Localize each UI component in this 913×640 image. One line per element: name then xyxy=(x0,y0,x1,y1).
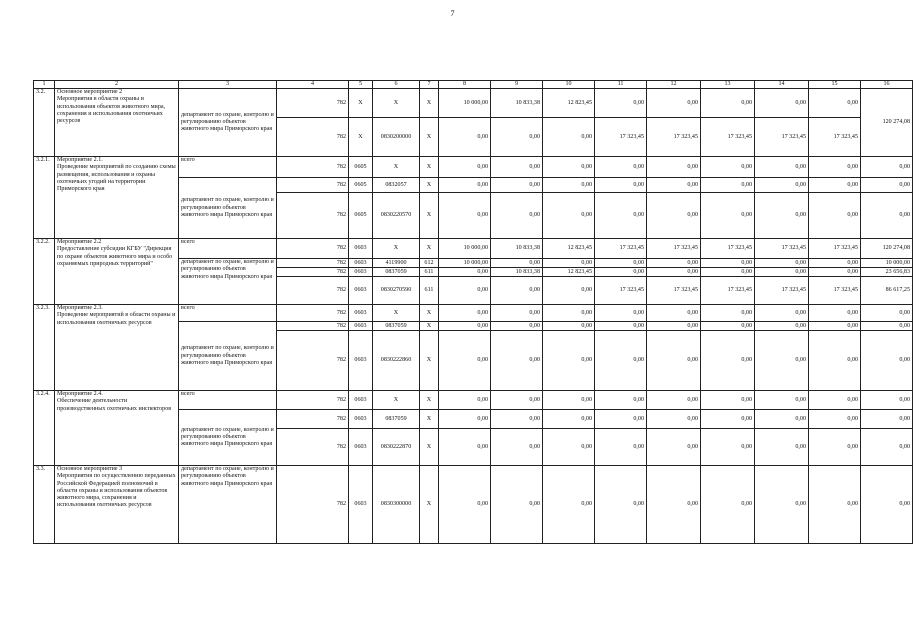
row-number: 3.3. xyxy=(34,466,55,544)
cell-value: 0,00 xyxy=(491,322,543,331)
activity-name: Мероприятие 2.1. Проведение мероприятий по созданию схемы размещения, использования и охраны охотничьих угодий на территории Приморского края xyxy=(55,157,179,239)
cell-value: 0,00 xyxy=(701,322,755,331)
cell-value: 0,00 xyxy=(647,322,701,331)
cell-rzpr: 0603 xyxy=(349,391,373,410)
cell-grbs: 782 xyxy=(277,239,349,259)
cell-value: 0,00 xyxy=(755,89,809,118)
cell-value: 17 323,45 xyxy=(595,277,647,305)
cell-total: 10 000,00 xyxy=(861,259,913,268)
cell-value: 0,00 xyxy=(543,410,595,429)
cell-value: 0,00 xyxy=(595,322,647,331)
header-cell: 15 xyxy=(809,81,861,89)
cell-value: 0,00 xyxy=(595,268,647,277)
cell-value: 0,00 xyxy=(809,157,861,178)
cell-value: 0,00 xyxy=(595,331,647,391)
cell-value: 10 000,00 xyxy=(439,259,491,268)
cell-value: 0,00 xyxy=(595,305,647,322)
cell-value: 0,00 xyxy=(647,466,701,544)
cell-rzpr: 0603 xyxy=(349,277,373,305)
cell-vr: X xyxy=(420,118,439,157)
cell-vr: X xyxy=(420,331,439,391)
header-cell: 16 xyxy=(861,81,913,89)
cell-value: 17 323,45 xyxy=(647,277,701,305)
cell-grbs: 782 xyxy=(277,193,349,239)
header-cell: 5 xyxy=(349,81,373,89)
cell-value: 0,00 xyxy=(491,118,543,157)
executor: департамент по охране, контролю и регулированию объектов животного мира Приморского края xyxy=(179,322,277,391)
cell-value: 0,00 xyxy=(701,410,755,429)
cell-value: 10 000,00 xyxy=(439,89,491,118)
cell-grbs: 782 xyxy=(277,305,349,322)
cell-vr: X xyxy=(420,157,439,178)
cell-rzpr: 0603 xyxy=(349,259,373,268)
cell-grbs: 782 xyxy=(277,259,349,268)
header-cell: 7 xyxy=(420,81,439,89)
cell-rzpr: X xyxy=(349,89,373,118)
cell-value: 0,00 xyxy=(809,429,861,466)
cell-value: 0,00 xyxy=(755,466,809,544)
cell-csr: X xyxy=(373,157,420,178)
executor: всего xyxy=(179,157,277,178)
activity-name: Основное мероприятие 2 Мероприятия в области охраны и использования объектов животного мира, сохранения и использования охотничьих ресурсов xyxy=(55,89,179,157)
cell-value: 17 323,45 xyxy=(755,277,809,305)
executor: всего xyxy=(179,239,277,259)
cell-vr: X xyxy=(420,410,439,429)
cell-rzpr: 0603 xyxy=(349,322,373,331)
cell-value: 0,00 xyxy=(439,391,491,410)
cell-rzpr: 0603 xyxy=(349,331,373,391)
cell-total: 0,00 xyxy=(861,391,913,410)
cell-value: 0,00 xyxy=(439,157,491,178)
header-cell: 2 xyxy=(55,81,179,89)
cell-value: 0,00 xyxy=(755,410,809,429)
cell-value: 0,00 xyxy=(755,331,809,391)
cell-csr: 0830200000 xyxy=(373,118,420,157)
cell-value: 10 833,38 xyxy=(491,268,543,277)
header-cell: 1 xyxy=(34,81,55,89)
cell-grbs: 782 xyxy=(277,118,349,157)
cell-value: 0,00 xyxy=(491,391,543,410)
cell-value: 0,00 xyxy=(809,178,861,193)
cell-total: 0,00 xyxy=(861,193,913,239)
cell-value: 0,00 xyxy=(647,193,701,239)
cell-value: 0,00 xyxy=(647,178,701,193)
cell-value: 17 323,45 xyxy=(755,118,809,157)
cell-value: 10 833,38 xyxy=(491,89,543,118)
cell-value: 0,00 xyxy=(701,193,755,239)
cell-csr: 0830300000 xyxy=(373,466,420,544)
cell-vr: X xyxy=(420,305,439,322)
cell-value: 0,00 xyxy=(491,157,543,178)
table-row xyxy=(34,391,913,410)
cell-value: 12 823,45 xyxy=(543,89,595,118)
header-cell: 14 xyxy=(755,81,809,89)
cell-value: 10 833,38 xyxy=(491,239,543,259)
cell-value: 0,00 xyxy=(809,259,861,268)
cell-grbs: 782 xyxy=(277,410,349,429)
cell-csr: X xyxy=(373,305,420,322)
cell-value: 0,00 xyxy=(439,118,491,157)
cell-value: 0,00 xyxy=(491,331,543,391)
cell-value: 0,00 xyxy=(543,259,595,268)
cell-value: 0,00 xyxy=(543,466,595,544)
cell-value: 0,00 xyxy=(439,410,491,429)
cell-rzpr: X xyxy=(349,118,373,157)
cell-total: 86 617,25 xyxy=(861,277,913,305)
cell-value: 0,00 xyxy=(595,178,647,193)
cell-value: 0,00 xyxy=(755,193,809,239)
activity-name: Мероприятие 2.4. Обеспечение деятельности производственных охотничьих инспекторов xyxy=(55,391,179,466)
cell-value: 17 323,45 xyxy=(701,239,755,259)
cell-value: 0,00 xyxy=(755,259,809,268)
cell-value: 0,00 xyxy=(701,305,755,322)
cell-value: 0,00 xyxy=(701,178,755,193)
cell-vr: 611 xyxy=(420,268,439,277)
cell-value: 17 323,45 xyxy=(595,239,647,259)
table-row xyxy=(34,89,913,118)
cell-value: 0,00 xyxy=(701,331,755,391)
cell-value: 0,00 xyxy=(647,331,701,391)
cell-value: 0,00 xyxy=(595,466,647,544)
cell-csr: X xyxy=(373,89,420,118)
executor: департамент по охране, контролю и регулированию объектов животного мира Приморского края xyxy=(179,89,277,157)
cell-value: 0,00 xyxy=(647,259,701,268)
cell-value: 0,00 xyxy=(809,410,861,429)
table-row xyxy=(34,305,913,322)
cell-vr: X xyxy=(420,429,439,466)
cell-value: 0,00 xyxy=(543,322,595,331)
cell-value: 0,00 xyxy=(755,322,809,331)
cell-value: 0,00 xyxy=(491,277,543,305)
cell-value: 17 323,45 xyxy=(647,239,701,259)
activity-name: Мероприятие 2.3. Проведение мероприятий в области охраны и использования охотничьих ресурсов xyxy=(55,305,179,391)
cell-csr: 0830270590 xyxy=(373,277,420,305)
header-cell: 11 xyxy=(595,81,647,89)
cell-vr: X xyxy=(420,239,439,259)
activity-name: Основное мероприятие 3 Мероприятия по осуществлению переданных Российской Федерацией полномочий в области охраны и использования объектов животного мира, сохранения и использования охотничьих ресурсов xyxy=(55,466,179,544)
cell-value: 0,00 xyxy=(701,466,755,544)
cell-rzpr: 0605 xyxy=(349,157,373,178)
cell-value: 0,00 xyxy=(491,259,543,268)
cell-value: 0,00 xyxy=(701,268,755,277)
cell-grbs: 782 xyxy=(277,331,349,391)
cell-total: 0,00 xyxy=(861,466,913,544)
header-cell: 12 xyxy=(647,81,701,89)
cell-total: 120 274,08 xyxy=(861,239,913,259)
cell-value: 0,00 xyxy=(439,466,491,544)
cell-value: 12 823,45 xyxy=(543,268,595,277)
cell-csr: 0830220570 xyxy=(373,193,420,239)
table-row xyxy=(34,239,913,259)
row-number: 3.2.3. xyxy=(34,305,55,391)
cell-vr: X xyxy=(420,391,439,410)
header-cell: 6 xyxy=(373,81,420,89)
cell-rzpr: 0603 xyxy=(349,429,373,466)
cell-value: 0,00 xyxy=(647,157,701,178)
executor: всего xyxy=(179,305,277,322)
cell-value: 0,00 xyxy=(439,178,491,193)
cell-csr: 0830222870 xyxy=(373,429,420,466)
cell-value: 0,00 xyxy=(595,429,647,466)
cell-value: 0,00 xyxy=(543,391,595,410)
cell-value: 0,00 xyxy=(595,391,647,410)
cell-value: 0,00 xyxy=(701,259,755,268)
cell-value: 0,00 xyxy=(809,331,861,391)
cell-value: 0,00 xyxy=(439,322,491,331)
cell-value: 17 323,45 xyxy=(701,118,755,157)
cell-value: 0,00 xyxy=(701,429,755,466)
header-cell: 9 xyxy=(491,81,543,89)
cell-rzpr: 0603 xyxy=(349,466,373,544)
cell-csr: X xyxy=(373,239,420,259)
cell-value: 0,00 xyxy=(491,410,543,429)
cell-vr: 612 xyxy=(420,259,439,268)
cell-value: 10 000,00 xyxy=(439,239,491,259)
cell-value: 0,00 xyxy=(491,305,543,322)
cell-value: 0,00 xyxy=(543,157,595,178)
cell-value: 0,00 xyxy=(491,193,543,239)
header-cell: 3 xyxy=(179,81,277,89)
cell-value: 17 323,45 xyxy=(595,118,647,157)
cell-value: 0,00 xyxy=(809,391,861,410)
cell-csr: 0830222860 xyxy=(373,331,420,391)
cell-value: 0,00 xyxy=(809,89,861,118)
cell-value: 0,00 xyxy=(543,118,595,157)
cell-value: 0,00 xyxy=(701,89,755,118)
row-number: 3.2.1. xyxy=(34,157,55,239)
cell-value: 0,00 xyxy=(491,466,543,544)
cell-value: 0,00 xyxy=(701,391,755,410)
cell-rzpr: 0603 xyxy=(349,410,373,429)
cell-vr: X xyxy=(420,322,439,331)
cell-value: 0,00 xyxy=(647,305,701,322)
table-row xyxy=(34,157,913,178)
cell-value: 0,00 xyxy=(491,178,543,193)
cell-value: 17 323,45 xyxy=(701,277,755,305)
activity-name: Мероприятие 2.2 Предоставление субсидии КГБУ "Дирекция по охране объектов животного мира и особо охраняемых природных территорий" xyxy=(55,239,179,305)
cell-vr: X xyxy=(420,89,439,118)
header-row xyxy=(34,81,913,89)
cell-value: 0,00 xyxy=(439,429,491,466)
cell-total: 0,00 xyxy=(861,305,913,322)
executor: департамент по охране, контролю и регулированию объектов животного мира Приморского края xyxy=(179,178,277,239)
cell-value: 0,00 xyxy=(701,157,755,178)
cell-csr: 0837059 xyxy=(373,410,420,429)
cell-value: 0,00 xyxy=(543,178,595,193)
cell-value: 17 323,45 xyxy=(647,118,701,157)
cell-grbs: 782 xyxy=(277,322,349,331)
cell-value: 0,00 xyxy=(595,193,647,239)
cell-value: 17 323,45 xyxy=(809,239,861,259)
cell-value: 17 323,45 xyxy=(755,239,809,259)
cell-value: 0,00 xyxy=(439,305,491,322)
cell-value: 0,00 xyxy=(439,277,491,305)
cell-rzpr: 0605 xyxy=(349,178,373,193)
cell-value: 0,00 xyxy=(439,268,491,277)
header-cell: 10 xyxy=(543,81,595,89)
cell-grbs: 782 xyxy=(277,157,349,178)
row-number: 3.2.2. xyxy=(34,239,55,305)
cell-value: 0,00 xyxy=(595,259,647,268)
cell-value: 0,00 xyxy=(755,157,809,178)
cell-total: 23 656,83 xyxy=(861,268,913,277)
cell-grbs: 782 xyxy=(277,429,349,466)
row-number: 3.2. xyxy=(34,89,55,157)
cell-value: 0,00 xyxy=(647,410,701,429)
page-number: 7 xyxy=(450,9,455,18)
cell-csr: X xyxy=(373,391,420,410)
cell-value: 17 323,45 xyxy=(809,118,861,157)
cell-csr: 4119900 xyxy=(373,259,420,268)
cell-total: 0,00 xyxy=(861,322,913,331)
cell-value: 0,00 xyxy=(543,331,595,391)
cell-value: 0,00 xyxy=(595,157,647,178)
cell-value: 0,00 xyxy=(439,331,491,391)
cell-value: 0,00 xyxy=(647,268,701,277)
cell-value: 0,00 xyxy=(755,391,809,410)
cell-value: 0,00 xyxy=(809,305,861,322)
cell-value: 0,00 xyxy=(647,429,701,466)
cell-total: 0,00 xyxy=(861,157,913,178)
cell-value: 12 823,45 xyxy=(543,239,595,259)
cell-value: 0,00 xyxy=(809,322,861,331)
cell-total: 0,00 xyxy=(861,178,913,193)
header-cell: 13 xyxy=(701,81,755,89)
cell-grbs: 782 xyxy=(277,391,349,410)
cell-vr: X xyxy=(420,178,439,193)
executor: департамент по охране, контролю и регулированию объектов животного мира Приморского края xyxy=(179,259,277,305)
cell-total: 120 274,08 xyxy=(861,89,913,157)
cell-rzpr: 0603 xyxy=(349,268,373,277)
cell-value: 0,00 xyxy=(809,193,861,239)
cell-value: 0,00 xyxy=(439,193,491,239)
cell-value: 0,00 xyxy=(491,429,543,466)
cell-value: 17 323,45 xyxy=(809,277,861,305)
cell-vr: X xyxy=(420,466,439,544)
cell-value: 0,00 xyxy=(543,277,595,305)
executor: департамент по охране, контролю и регулированию объектов животного мира Приморского края xyxy=(179,410,277,466)
cell-value: 0,00 xyxy=(543,429,595,466)
cell-csr: 0837059 xyxy=(373,322,420,331)
cell-value: 0,00 xyxy=(755,178,809,193)
cell-grbs: 782 xyxy=(277,89,349,118)
cell-grbs: 782 xyxy=(277,277,349,305)
cell-rzpr: 0603 xyxy=(349,239,373,259)
cell-total: 0,00 xyxy=(861,429,913,466)
cell-total: 0,00 xyxy=(861,331,913,391)
cell-vr: X xyxy=(420,193,439,239)
header-cell: 4 xyxy=(277,81,349,89)
cell-value: 0,00 xyxy=(755,305,809,322)
cell-rzpr: 0603 xyxy=(349,305,373,322)
cell-rzpr: 0605 xyxy=(349,193,373,239)
cell-value: 0,00 xyxy=(543,305,595,322)
cell-value: 0,00 xyxy=(809,466,861,544)
cell-csr: 0837059 xyxy=(373,268,420,277)
cell-value: 0,00 xyxy=(755,268,809,277)
cell-value: 0,00 xyxy=(809,268,861,277)
executor: всего xyxy=(179,391,277,410)
table-row xyxy=(34,466,913,544)
row-number: 3.2.4. xyxy=(34,391,55,466)
cell-grbs: 782 xyxy=(277,268,349,277)
cell-value: 0,00 xyxy=(543,193,595,239)
cell-vr: 611 xyxy=(420,277,439,305)
cell-value: 0,00 xyxy=(647,391,701,410)
cell-total: 0,00 xyxy=(861,410,913,429)
cell-csr: 0832057 xyxy=(373,178,420,193)
cell-value: 0,00 xyxy=(595,89,647,118)
cell-value: 0,00 xyxy=(595,410,647,429)
header-cell: 8 xyxy=(439,81,491,89)
cell-value: 0,00 xyxy=(647,89,701,118)
cell-grbs: 782 xyxy=(277,466,349,544)
budget-table xyxy=(33,80,913,544)
executor: департамент по охране, контролю и регулированию объектов животного мира Приморского края xyxy=(179,466,277,544)
cell-grbs: 782 xyxy=(277,178,349,193)
cell-value: 0,00 xyxy=(755,429,809,466)
